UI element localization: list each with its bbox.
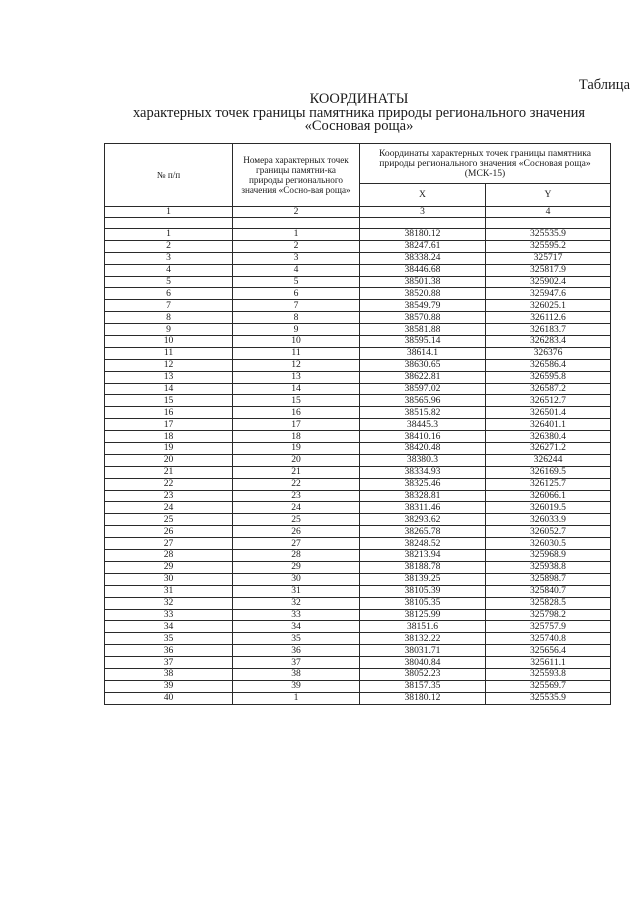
point-number-cell: 25 — [233, 514, 360, 526]
y-coordinate-cell: 325569.7 — [486, 680, 611, 692]
point-number-cell: 21 — [233, 466, 360, 478]
y-coordinate-cell: 325717 — [486, 252, 611, 264]
point-number-cell: 19 — [233, 443, 360, 455]
row-number-cell: 27 — [105, 538, 233, 550]
y-coordinate-cell: 326595.8 — [486, 371, 611, 383]
row-number-cell: 5 — [105, 276, 233, 288]
x-coordinate-cell: 38151.6 — [360, 621, 486, 633]
document-subtitle: характерных точек границы памятника природы регионального значения — [132, 105, 586, 121]
column-index-cell: 1 — [105, 207, 233, 218]
point-number-cell: 5 — [233, 276, 360, 288]
y-coordinate-cell: 325902.4 — [486, 276, 611, 288]
point-number-cell: 22 — [233, 478, 360, 490]
document-subtitle-name: «Сосновая роща» — [304, 118, 414, 134]
x-coordinate-cell: 38420.48 — [360, 443, 486, 455]
x-coordinate-cell: 38570.88 — [360, 312, 486, 324]
point-number-cell: 11 — [233, 347, 360, 359]
x-coordinate-cell: 38597.02 — [360, 383, 486, 395]
y-coordinate-cell: 325535.9 — [486, 229, 611, 241]
y-coordinate-cell: 326501.4 — [486, 407, 611, 419]
table-row — [105, 288, 611, 300]
y-coordinate-cell: 325798.2 — [486, 609, 611, 621]
table-row — [105, 324, 611, 336]
column-index-cell: 2 — [233, 207, 360, 218]
point-number-cell: 13 — [233, 371, 360, 383]
point-number-cell: 9 — [233, 324, 360, 336]
x-coordinate-cell: 38338.24 — [360, 252, 486, 264]
row-number-cell: 23 — [105, 490, 233, 502]
table-row — [105, 300, 611, 312]
table-row — [105, 609, 611, 621]
table-row — [105, 502, 611, 514]
point-number-cell: 36 — [233, 645, 360, 657]
row-number-cell: 16 — [105, 407, 233, 419]
y-coordinate-cell: 326401.1 — [486, 419, 611, 431]
point-number-cell: 6 — [233, 288, 360, 300]
coordinates-table — [104, 143, 611, 705]
table-row — [105, 550, 611, 562]
table-row — [105, 371, 611, 383]
table-row — [105, 347, 611, 359]
table-row — [105, 419, 611, 431]
y-coordinate-cell: 326066.1 — [486, 490, 611, 502]
point-number-cell: 32 — [233, 597, 360, 609]
table-row — [105, 276, 611, 288]
y-coordinate-cell: 325757.9 — [486, 621, 611, 633]
x-coordinate-cell: 38052.23 — [360, 668, 486, 680]
row-number-cell: 33 — [105, 609, 233, 621]
point-number-cell: 4 — [233, 264, 360, 276]
point-number-cell: 3 — [233, 252, 360, 264]
x-coordinate-cell: 38139.25 — [360, 573, 486, 585]
y-coordinate-cell: 326376 — [486, 347, 611, 359]
row-number-cell: 31 — [105, 585, 233, 597]
table-row — [105, 431, 611, 443]
x-coordinate-cell: 38328.81 — [360, 490, 486, 502]
y-coordinate-cell: 326587.2 — [486, 383, 611, 395]
x-coordinate-cell: 38630.65 — [360, 359, 486, 371]
table-caption: Таблица — [578, 77, 630, 93]
header-x: X — [360, 184, 486, 207]
point-number-cell: 14 — [233, 383, 360, 395]
x-coordinate-cell: 38180.12 — [360, 692, 486, 704]
x-coordinate-cell: 38265.78 — [360, 526, 486, 538]
point-number-cell: 20 — [233, 454, 360, 466]
y-coordinate-cell: 326244 — [486, 454, 611, 466]
spacer-row — [105, 218, 611, 229]
row-number-cell: 10 — [105, 336, 233, 348]
table-row — [105, 312, 611, 324]
y-coordinate-cell: 325611.1 — [486, 657, 611, 669]
x-coordinate-cell: 38565.96 — [360, 395, 486, 407]
y-coordinate-cell: 325898.7 — [486, 573, 611, 585]
row-number-cell: 14 — [105, 383, 233, 395]
y-coordinate-cell: 326380.4 — [486, 431, 611, 443]
row-number-cell: 19 — [105, 443, 233, 455]
y-coordinate-cell: 325968.9 — [486, 550, 611, 562]
table-row — [105, 252, 611, 264]
table-row — [105, 443, 611, 455]
x-coordinate-cell: 38549.79 — [360, 300, 486, 312]
y-coordinate-cell: 325817.9 — [486, 264, 611, 276]
y-coordinate-cell: 326512.7 — [486, 395, 611, 407]
point-number-cell: 35 — [233, 633, 360, 645]
row-number-cell: 36 — [105, 645, 233, 657]
table-row — [105, 478, 611, 490]
x-coordinate-cell: 38247.61 — [360, 240, 486, 252]
y-coordinate-cell: 326030.5 — [486, 538, 611, 550]
x-coordinate-cell: 38445.3 — [360, 419, 486, 431]
table-row — [105, 633, 611, 645]
x-coordinate-cell: 38622.81 — [360, 371, 486, 383]
y-coordinate-cell: 325938.8 — [486, 561, 611, 573]
table-row — [105, 336, 611, 348]
table-row — [105, 692, 611, 704]
point-number-cell: 1 — [233, 229, 360, 241]
table-row — [105, 680, 611, 692]
point-number-cell: 38 — [233, 668, 360, 680]
x-coordinate-cell: 38595.14 — [360, 336, 486, 348]
x-coordinate-cell: 38581.88 — [360, 324, 486, 336]
table-row — [105, 657, 611, 669]
table-row — [105, 407, 611, 419]
header-number: № п/п — [105, 144, 233, 207]
y-coordinate-cell: 326586.4 — [486, 359, 611, 371]
spacer-cell — [486, 218, 611, 229]
x-coordinate-cell: 38614.1 — [360, 347, 486, 359]
x-coordinate-cell: 38125.99 — [360, 609, 486, 621]
table-row — [105, 514, 611, 526]
table-row — [105, 668, 611, 680]
point-number-cell: 7 — [233, 300, 360, 312]
y-coordinate-cell: 325656.4 — [486, 645, 611, 657]
row-number-cell: 7 — [105, 300, 233, 312]
table-row — [105, 264, 611, 276]
row-number-cell: 2 — [105, 240, 233, 252]
point-number-cell: 2 — [233, 240, 360, 252]
x-coordinate-cell: 38188.78 — [360, 561, 486, 573]
row-number-cell: 24 — [105, 502, 233, 514]
x-coordinate-cell: 38180.12 — [360, 229, 486, 241]
table-row — [105, 621, 611, 633]
table-row — [105, 573, 611, 585]
x-coordinate-cell: 38105.35 — [360, 597, 486, 609]
y-coordinate-cell: 326271.2 — [486, 443, 611, 455]
row-number-cell: 26 — [105, 526, 233, 538]
x-coordinate-cell: 38446.68 — [360, 264, 486, 276]
row-number-cell: 28 — [105, 550, 233, 562]
point-number-cell: 17 — [233, 419, 360, 431]
y-coordinate-cell: 326125.7 — [486, 478, 611, 490]
point-number-cell: 31 — [233, 585, 360, 597]
header-point-number: Номера характерных точек границы памятни-ка природы регионального значения «Сосно-вая роща» — [233, 144, 360, 207]
row-number-cell: 1 — [105, 229, 233, 241]
y-coordinate-cell: 325947.6 — [486, 288, 611, 300]
row-number-cell: 25 — [105, 514, 233, 526]
row-number-cell: 34 — [105, 621, 233, 633]
y-coordinate-cell: 326183.7 — [486, 324, 611, 336]
row-number-cell: 32 — [105, 597, 233, 609]
y-coordinate-cell: 326033.9 — [486, 514, 611, 526]
row-number-cell: 35 — [105, 633, 233, 645]
point-number-cell: 12 — [233, 359, 360, 371]
table-row — [105, 395, 611, 407]
table-row — [105, 466, 611, 478]
y-coordinate-cell: 325740.8 — [486, 633, 611, 645]
point-number-cell: 28 — [233, 550, 360, 562]
row-number-cell: 17 — [105, 419, 233, 431]
table-row — [105, 645, 611, 657]
row-number-cell: 21 — [105, 466, 233, 478]
x-coordinate-cell: 38132.22 — [360, 633, 486, 645]
table-row — [105, 526, 611, 538]
row-number-cell: 15 — [105, 395, 233, 407]
table-row — [105, 490, 611, 502]
column-index-cell: 3 — [360, 207, 486, 218]
x-coordinate-cell: 38325.46 — [360, 478, 486, 490]
table-row — [105, 359, 611, 371]
y-coordinate-cell: 326112.6 — [486, 312, 611, 324]
point-number-cell: 18 — [233, 431, 360, 443]
column-index-row — [105, 207, 611, 218]
spacer-cell — [233, 218, 360, 229]
row-number-cell: 30 — [105, 573, 233, 585]
point-number-cell: 1 — [233, 692, 360, 704]
x-coordinate-cell: 38410.16 — [360, 431, 486, 443]
y-coordinate-cell: 325840.7 — [486, 585, 611, 597]
header-coordinates: Координаты характерных точек границы памятника природы регионального значения «Сосновая роща» (МСК-15) — [360, 144, 611, 184]
row-number-cell: 8 — [105, 312, 233, 324]
document-title: КООРДИНАТЫ — [309, 91, 409, 107]
point-number-cell: 39 — [233, 680, 360, 692]
table-row — [105, 597, 611, 609]
y-coordinate-cell: 326169.5 — [486, 466, 611, 478]
header-row — [105, 144, 611, 184]
y-coordinate-cell: 325535.9 — [486, 692, 611, 704]
point-number-cell: 16 — [233, 407, 360, 419]
x-coordinate-cell: 38515.82 — [360, 407, 486, 419]
x-coordinate-cell: 38040.84 — [360, 657, 486, 669]
column-index-cell: 4 — [486, 207, 611, 218]
row-number-cell: 29 — [105, 561, 233, 573]
row-number-cell: 40 — [105, 692, 233, 704]
row-number-cell: 22 — [105, 478, 233, 490]
point-number-cell: 15 — [233, 395, 360, 407]
row-number-cell: 6 — [105, 288, 233, 300]
x-coordinate-cell: 38157.35 — [360, 680, 486, 692]
point-number-cell: 24 — [233, 502, 360, 514]
row-number-cell: 20 — [105, 454, 233, 466]
table-row — [105, 585, 611, 597]
y-coordinate-cell: 326283.4 — [486, 336, 611, 348]
table-row — [105, 454, 611, 466]
y-coordinate-cell: 325595.2 — [486, 240, 611, 252]
row-number-cell: 12 — [105, 359, 233, 371]
row-number-cell: 13 — [105, 371, 233, 383]
x-coordinate-cell: 38501.38 — [360, 276, 486, 288]
table-row — [105, 561, 611, 573]
spacer-cell — [360, 218, 486, 229]
table-row — [105, 240, 611, 252]
x-coordinate-cell: 38293.62 — [360, 514, 486, 526]
x-coordinate-cell: 38105.39 — [360, 585, 486, 597]
y-coordinate-cell: 326052.7 — [486, 526, 611, 538]
row-number-cell: 4 — [105, 264, 233, 276]
row-number-cell: 3 — [105, 252, 233, 264]
row-number-cell: 37 — [105, 657, 233, 669]
x-coordinate-cell: 38213.94 — [360, 550, 486, 562]
y-coordinate-cell: 326025.1 — [486, 300, 611, 312]
x-coordinate-cell: 38311.46 — [360, 502, 486, 514]
y-coordinate-cell: 326019.5 — [486, 502, 611, 514]
row-number-cell: 9 — [105, 324, 233, 336]
point-number-cell: 26 — [233, 526, 360, 538]
point-number-cell: 23 — [233, 490, 360, 502]
table-row — [105, 229, 611, 241]
point-number-cell: 33 — [233, 609, 360, 621]
row-number-cell: 18 — [105, 431, 233, 443]
point-number-cell: 29 — [233, 561, 360, 573]
point-number-cell: 8 — [233, 312, 360, 324]
x-coordinate-cell: 38520.88 — [360, 288, 486, 300]
point-number-cell: 34 — [233, 621, 360, 633]
x-coordinate-cell: 38031.71 — [360, 645, 486, 657]
point-number-cell: 30 — [233, 573, 360, 585]
y-coordinate-cell: 325828.5 — [486, 597, 611, 609]
header-y: Y — [486, 184, 611, 207]
point-number-cell: 27 — [233, 538, 360, 550]
spacer-cell — [105, 218, 233, 229]
y-coordinate-cell: 325593.8 — [486, 668, 611, 680]
x-coordinate-cell: 38334.93 — [360, 466, 486, 478]
x-coordinate-cell: 38248.52 — [360, 538, 486, 550]
x-coordinate-cell: 38380.3 — [360, 454, 486, 466]
table-row — [105, 383, 611, 395]
row-number-cell: 11 — [105, 347, 233, 359]
table-row — [105, 538, 611, 550]
point-number-cell: 37 — [233, 657, 360, 669]
point-number-cell: 10 — [233, 336, 360, 348]
row-number-cell: 39 — [105, 680, 233, 692]
row-number-cell: 38 — [105, 668, 233, 680]
